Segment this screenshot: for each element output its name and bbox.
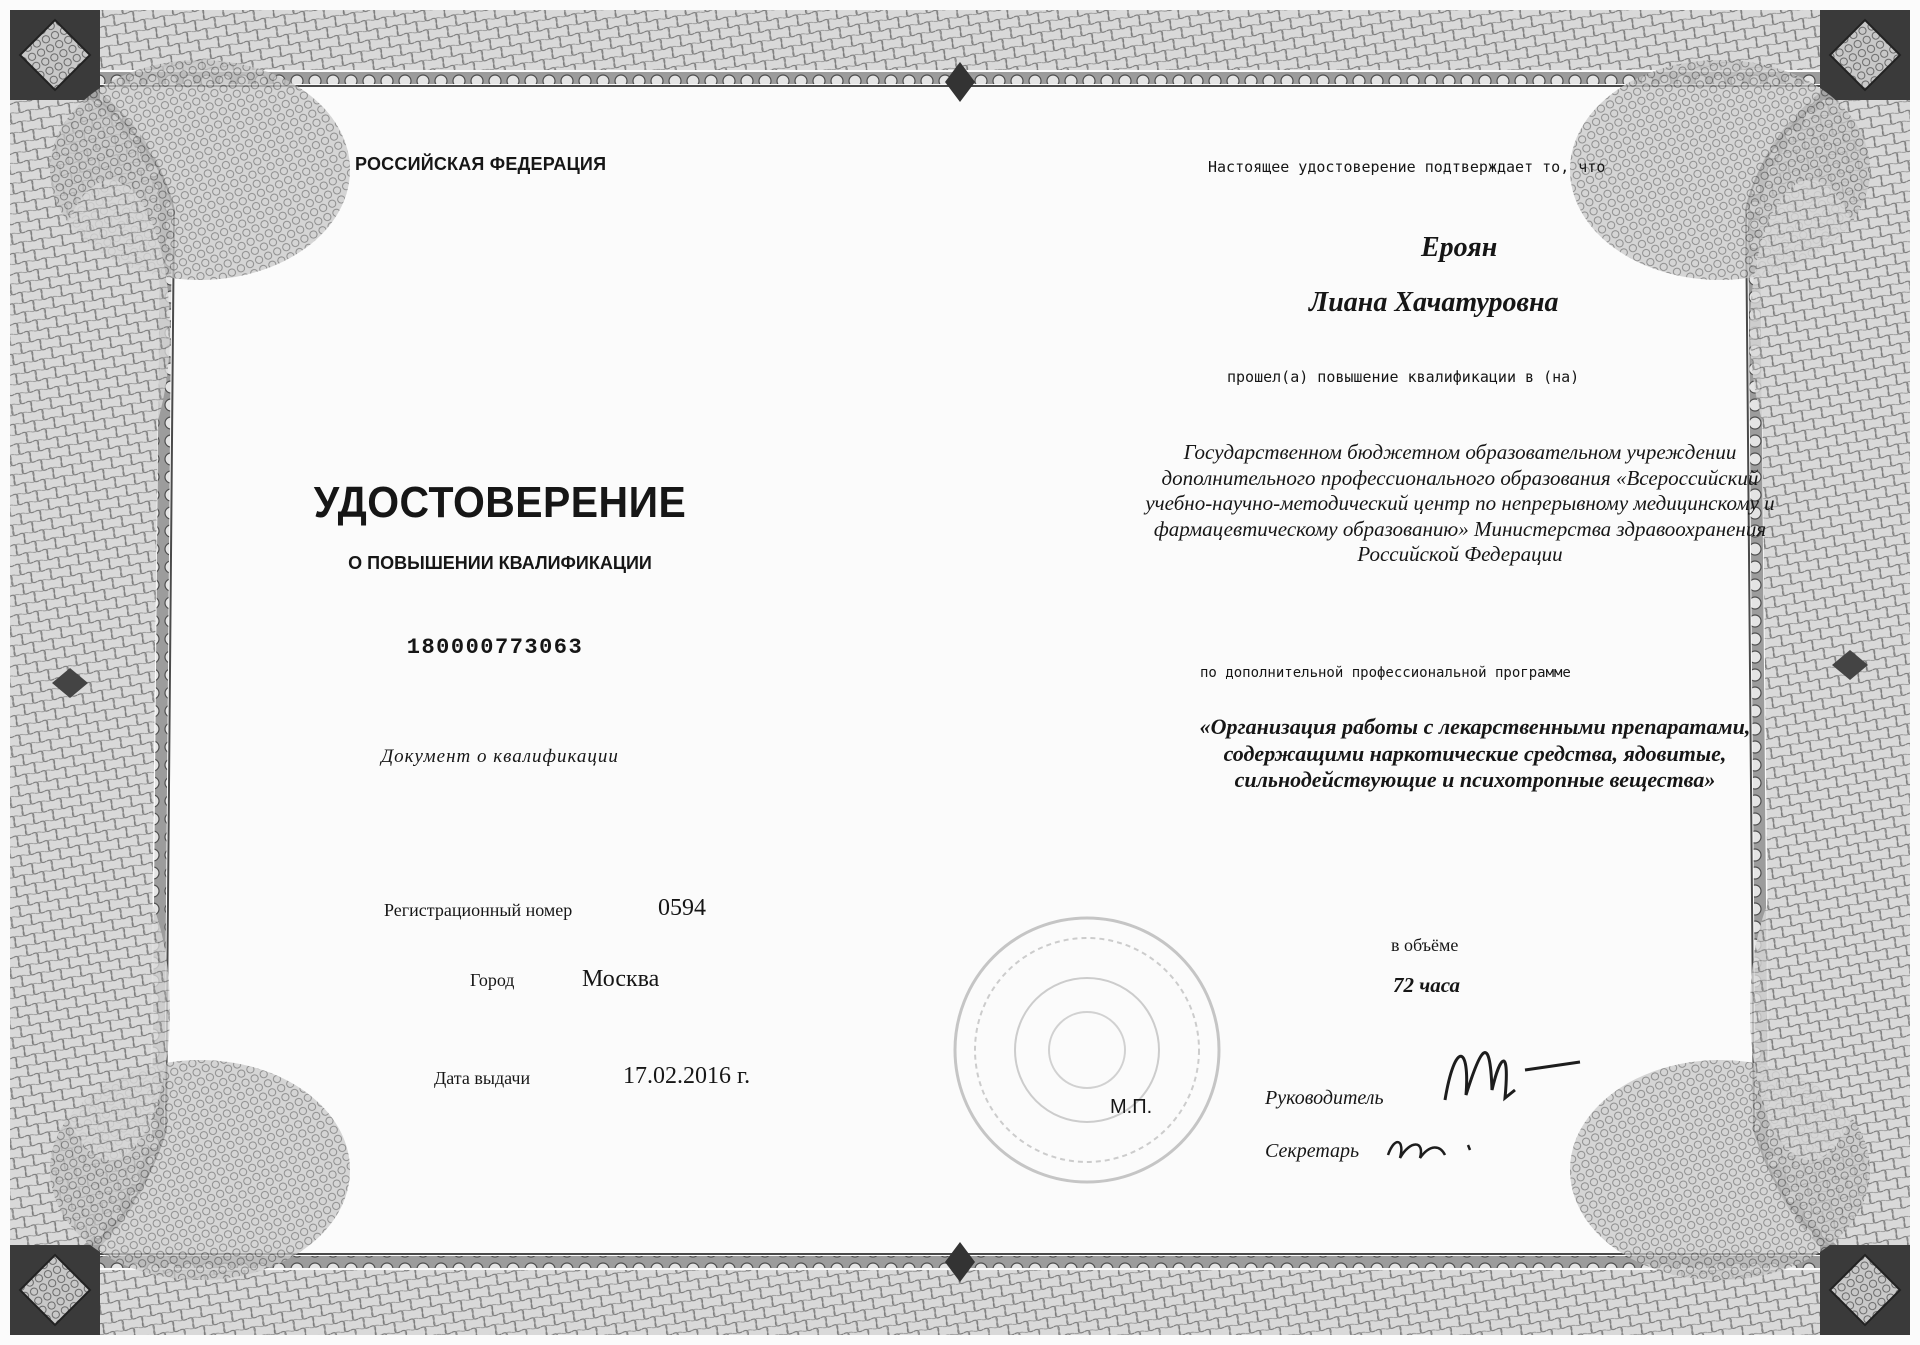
certificate-title: УДОСТОВЕРЕНИЕ: [313, 478, 687, 527]
city-label: Город: [470, 970, 515, 990]
secretary-label: Секретарь: [1265, 1140, 1360, 1162]
head-label: Руководитель: [1265, 1087, 1384, 1109]
volume-value: 72 часа: [1393, 973, 1461, 997]
secretary-signature: [1388, 1142, 1470, 1158]
city-value: Москва: [582, 966, 660, 992]
holder-given-names: Лиана Хачатуровна: [1309, 287, 1559, 318]
organization-name: Государственном бюджетном образовательном учреждении дополнительного профессионального образования «Всероссийский учебно-научно-методический центр по непрерывному медицинскому и фармацевтическому образованию» Министерства здравоохранения Российской Федерации: [1145, 440, 1775, 566]
round-seal-stamp: [955, 918, 1219, 1182]
passed-text: прошел(а) повышение квалификации в (на): [1227, 368, 1580, 386]
seal-mark: М.П.: [1110, 1096, 1153, 1118]
holder-surname: Ероян: [1421, 232, 1498, 263]
issue-date-value: 17.02.2016 г.: [623, 1063, 751, 1089]
document-kind: Документ о квалификации: [381, 746, 619, 767]
program-name: «Организация работы с лекарственными препаратами, содержащими наркотические средства, ядовитые, сильнодействующие и психотропные вещества»: [1199, 714, 1751, 792]
certificate-subtitle: О ПОВЫШЕНИИ КВАЛИФИКАЦИИ: [348, 553, 652, 573]
head-signature: [1445, 1053, 1580, 1100]
volume-label: в объёме: [1391, 935, 1459, 955]
issue-date-label: Дата выдачи: [434, 1068, 531, 1088]
registration-label: Регистрационный номер: [384, 900, 573, 920]
registration-value: 0594: [658, 895, 706, 921]
serial-number: 180000773063: [406, 635, 584, 660]
country-heading: РОССИЙСКАЯ ФЕДЕРАЦИЯ: [355, 154, 607, 174]
program-intro: по дополнительной профессиональной программе: [1200, 665, 1571, 681]
intro-text: Настоящее удостоверение подтверждает то, что: [1208, 158, 1606, 176]
